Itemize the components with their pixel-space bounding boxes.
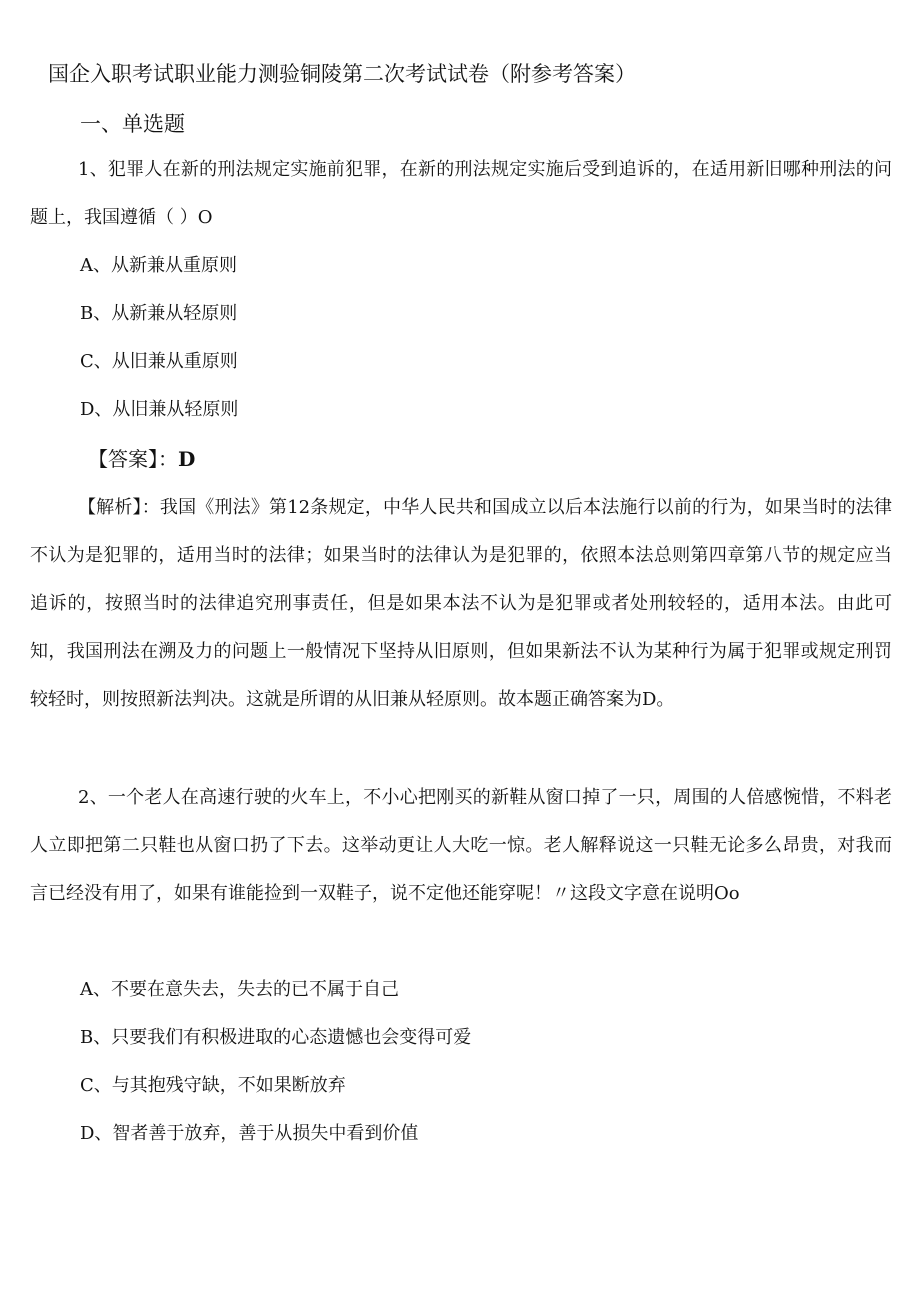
question-1-option-b: B、从新兼从轻原则 [80,303,238,324]
answer-value: D [178,447,196,471]
question-2-option-b: B、只要我们有积极进取的心态遗憾也会变得可爱 [80,1027,472,1048]
question-1-option-c: C、从旧兼从重原则 [80,351,238,372]
section-heading: 一、单选题 [80,112,185,136]
question-2-stem: 2、一个老人在高速行驶的火车上，不小心把刚买的新鞋从窗口掉了一只，周围的人倍感惋惜，不料老人立即把第二只鞋也从窗口扔了下去。这举动更让人大吃一惊。老人解释说这一只鞋无论多么昂贵，对我而言已经没有用了，如果有谁能捡到一双鞋子，说不定他还能穿呢！〃这段文字意在说明Oo [30,787,892,904]
answer-label: 【答案】： [88,447,178,471]
question-1-answer [88,437,195,481]
question-1-option-d: D、从旧兼从轻原则 [80,399,239,420]
question-2-option-d: D、智者善于放弃，善于从损失中看到价值 [80,1123,419,1144]
document-title: 国企入职考试职业能力测验铜陵第二次考试试卷（附参考答案） [48,62,636,86]
question-1-option-a: A、从新兼从重原则 [80,255,237,276]
question-1-analysis: 【解析】：我国《刑法》第12条规定，中华人民共和国成立以后本法施行以前的行为，如果当时的法律不认为是犯罪的，适用当时的法律；如果当时的法律认为是犯罪的，依照本法总则第四章第八节的规定应当追诉的，按照当时的法律追究刑事责任，但是如果本法不认为是犯罪或者处刑较轻的，适用本法。由此可知，我国刑法在溯及力的问题上一般情况下坚持从旧原则，但如果新法不认为某种行为属于犯罪或规定刑罚较轻时，则按照新法判决。这就是所谓的从旧兼从轻原则。故本题正确答案为D。 [30,497,892,710]
question-2-option-c: C、与其抱残守缺，不如果断放弃 [80,1075,346,1096]
question-1-stem: 1、犯罪人在新的刑法规定实施前犯罪，在新的刑法规定实施后受到追诉的，在适用新旧哪种刑法的问题上，我国遵循（ ）O [30,159,892,228]
question-2-option-a: A、不要在意失去，失去的已不属于自己 [80,979,399,1000]
